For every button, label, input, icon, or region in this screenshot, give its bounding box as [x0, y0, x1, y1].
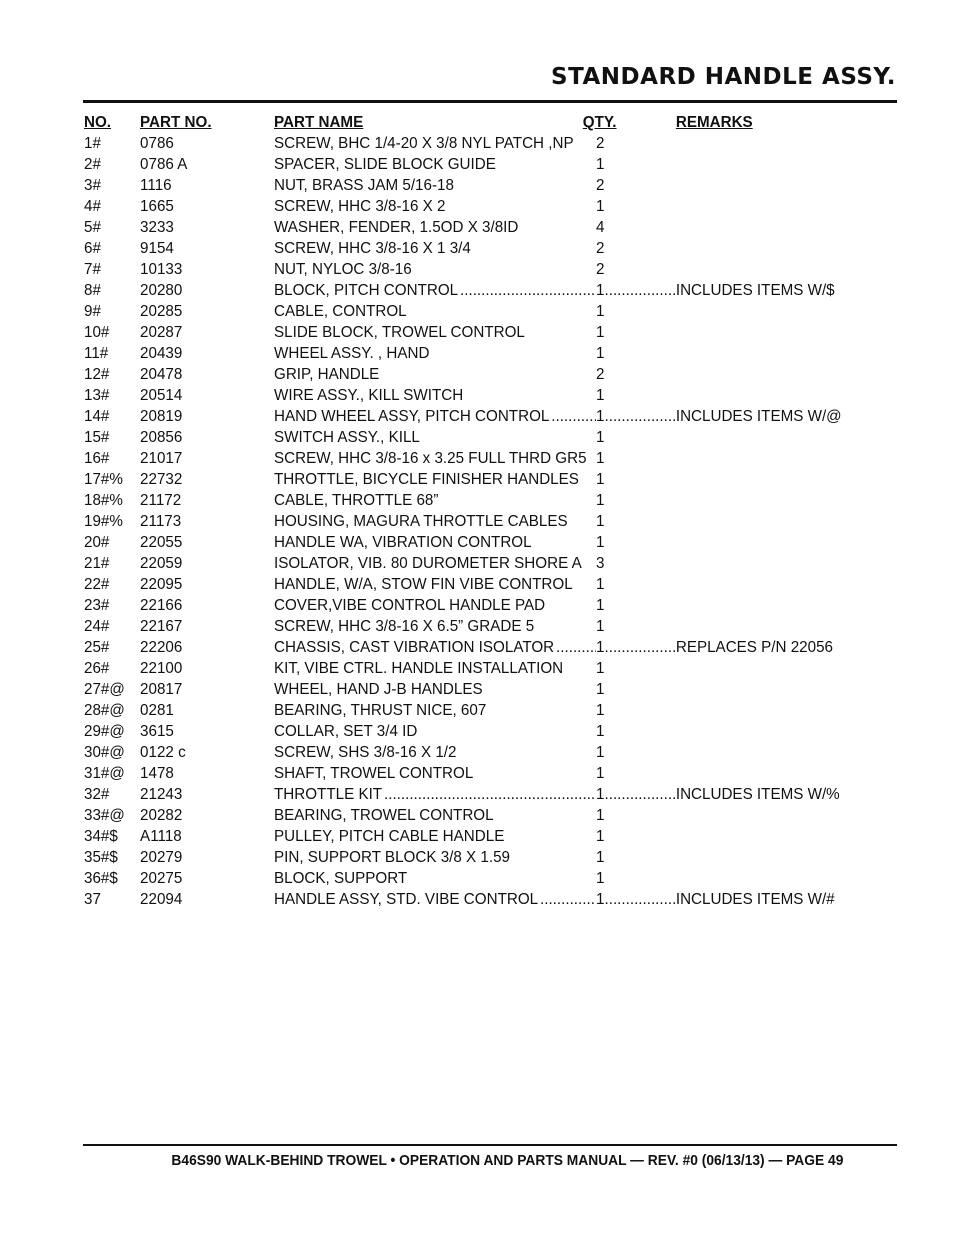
item-no: 36#$ [84, 870, 118, 887]
part-number: 9154 [140, 240, 174, 257]
table-row [84, 217, 844, 238]
part-number: 22206 [140, 639, 183, 656]
part-number: 22094 [140, 891, 183, 908]
part-number: 20514 [140, 387, 183, 404]
quantity: 1 [596, 618, 605, 635]
item-no: 17#% [84, 471, 123, 488]
quantity: 1 [596, 156, 605, 173]
table-row [84, 469, 844, 490]
top-rule [83, 100, 897, 103]
part-name: THROTTLE KIT ..... [274, 784, 596, 805]
part-number: 20280 [140, 282, 183, 299]
part-number: 20275 [140, 870, 183, 887]
part-number: 0122 c [140, 744, 186, 761]
quantity: 1 [596, 849, 605, 866]
part-name: NUT, NYLOC 3/8-16 [274, 261, 412, 278]
part-number: 21173 [140, 513, 182, 530]
header-part-no: PART NO. [140, 114, 212, 131]
part-name: BEARING, THRUST NICE, 607 [274, 702, 487, 719]
part-name: HAND WHEEL ASSY, PITCH CONTROL ..... [274, 406, 596, 427]
part-name: SHAFT, TROWEL CONTROL [274, 765, 474, 782]
part-name: COLLAR, SET 3/4 ID [274, 723, 418, 740]
bottom-rule [83, 1144, 897, 1146]
part-number: 20285 [140, 303, 183, 320]
quantity: 1 ..... [596, 280, 676, 301]
table-row [84, 721, 844, 742]
item-no: 3# [84, 177, 101, 194]
part-name: SCREW, BHC 1/4-20 X 3/8 NYL PATCH ,NP [274, 135, 574, 152]
table-row [84, 154, 844, 175]
part-number: 1665 [140, 198, 174, 215]
part-number: 1116 [140, 177, 172, 194]
table-row [84, 805, 844, 826]
part-number: 21017 [140, 450, 183, 467]
item-no: 27#@ [84, 681, 125, 698]
quantity: 1 ..... [596, 637, 676, 658]
part-number: 20856 [140, 429, 183, 446]
part-name: SCREW, HHC 3/8-16 x 3.25 FULL THRD GR5 [274, 450, 587, 467]
part-number: 22167 [140, 618, 183, 635]
item-no: 4# [84, 198, 101, 215]
part-name: ISOLATOR, VIB. 80 DUROMETER SHORE A [274, 555, 582, 572]
page-title: STANDARD HANDLE ASSY. [551, 64, 896, 90]
item-no: 12# [84, 366, 110, 383]
part-name: SCREW, SHS 3/8-16 X 1/2 [274, 744, 457, 761]
table-header-row [84, 112, 844, 133]
part-name: WHEEL ASSY. , HAND [274, 345, 430, 362]
table-row [84, 616, 844, 637]
remarks: INCLUDES ITEMS W/$ [675, 282, 835, 299]
part-name: WIRE ASSY., KILL SWITCH [274, 387, 464, 404]
item-no: 35#$ [84, 849, 118, 866]
part-name: BLOCK, SUPPORT [274, 870, 408, 887]
table-row [84, 301, 844, 322]
part-number: 22732 [140, 471, 183, 488]
item-no: 30#@ [84, 744, 125, 761]
part-number: 20282 [140, 807, 183, 824]
table-row [84, 280, 844, 301]
remarks: INCLUDES ITEMS W/# [675, 891, 835, 908]
part-number: 10133 [140, 261, 183, 278]
part-name: NUT, BRASS JAM 5/16-18 [274, 177, 454, 194]
part-number: 1478 [140, 765, 174, 782]
quantity: 2 [596, 177, 605, 194]
item-no: 22# [84, 576, 110, 593]
quantity: 1 [596, 660, 605, 677]
item-no: 7# [84, 261, 101, 278]
header-no: NO. [84, 114, 112, 131]
item-no: 24# [84, 618, 110, 635]
part-number: 3233 [140, 219, 174, 236]
part-number: 3615 [140, 723, 174, 740]
table-row [84, 553, 844, 574]
item-no: 11# [84, 345, 109, 362]
quantity: 1 [596, 303, 605, 320]
item-no: 5# [84, 219, 101, 236]
item-no: 2# [84, 156, 101, 173]
item-no: 1# [84, 135, 101, 152]
table-row [84, 868, 844, 889]
table-row [84, 343, 844, 364]
quantity: 1 [596, 723, 605, 740]
part-name: CABLE, CONTROL [274, 303, 407, 320]
quantity: 1 [596, 387, 605, 404]
table-row [84, 511, 844, 532]
quantity: 1 ..... [596, 889, 676, 910]
quantity: 2 [596, 366, 605, 383]
part-name: WHEEL, HAND J-B HANDLES [274, 681, 483, 698]
remarks: INCLUDES ITEMS W/@ [675, 408, 842, 425]
item-no: 29#@ [84, 723, 125, 740]
part-number: 0281 [140, 702, 174, 719]
quantity: 1 [596, 513, 605, 530]
table-row [84, 259, 844, 280]
table-row [84, 175, 844, 196]
part-name: HANDLE WA, VIBRATION CONTROL [274, 534, 532, 551]
part-number: 20287 [140, 324, 183, 341]
remarks: INCLUDES ITEMS W/% [675, 786, 840, 803]
table-row [84, 637, 844, 658]
quantity: 1 [596, 681, 605, 698]
part-number: 22100 [140, 660, 183, 677]
item-no: 37 [84, 891, 101, 908]
part-number: 21243 [140, 786, 183, 803]
part-name: SPACER, SLIDE BLOCK GUIDE [274, 156, 496, 173]
table-row [84, 490, 844, 511]
part-number: 0786 [140, 135, 174, 152]
item-no: 26# [84, 660, 110, 677]
quantity: 1 [596, 492, 605, 509]
part-name: HANDLE ASSY, STD. VIBE CONTROL ..... [274, 889, 596, 910]
quantity: 1 [596, 198, 605, 215]
part-number: 22059 [140, 555, 183, 572]
table-row [84, 133, 844, 154]
table-row [84, 679, 844, 700]
header-part-name: PART NAME [274, 114, 364, 131]
item-no: 13# [84, 387, 110, 404]
quantity: 2 [596, 261, 605, 278]
table-row [84, 238, 844, 259]
quantity: 1 ..... [596, 784, 676, 805]
table-row [84, 658, 844, 679]
item-no: 15# [84, 429, 110, 446]
item-no: 28#@ [84, 702, 125, 719]
table-row [84, 427, 844, 448]
part-name: THROTTLE, BICYCLE FINISHER HANDLES [274, 471, 579, 488]
item-no: 9# [84, 303, 101, 320]
table-row [84, 448, 844, 469]
quantity: 1 [596, 534, 605, 551]
part-name: WASHER, FENDER, 1.5OD X 3/8ID [274, 219, 519, 236]
quantity: 1 [596, 345, 605, 362]
part-name: BLOCK, PITCH CONTROL ..... [274, 280, 596, 301]
item-no: 20# [84, 534, 110, 551]
table-row [84, 196, 844, 217]
quantity: 1 ..... [596, 406, 676, 427]
quantity: 1 [596, 429, 605, 446]
quantity: 1 [596, 870, 605, 887]
table-row [84, 742, 844, 763]
table-row [84, 889, 844, 910]
part-name: HOUSING, MAGURA THROTTLE CABLES [274, 513, 568, 530]
item-no: 6# [84, 240, 101, 257]
quantity: 1 [596, 471, 605, 488]
item-no: 23# [84, 597, 110, 614]
table-row [84, 322, 844, 343]
quantity: 1 [596, 807, 605, 824]
table-row [84, 847, 844, 868]
parts-table [84, 112, 844, 910]
part-name: HANDLE, W/A, STOW FIN VIBE CONTROL [274, 576, 573, 593]
item-no: 16# [84, 450, 110, 467]
remarks: REPLACES P/N 22056 [675, 639, 834, 656]
part-number: 20817 [140, 681, 183, 698]
item-no: 8# [84, 282, 101, 299]
part-name: PULLEY, PITCH CABLE HANDLE [274, 828, 505, 845]
item-no: 33#@ [84, 807, 125, 824]
quantity: 1 [596, 765, 605, 782]
part-number: 22095 [140, 576, 183, 593]
quantity: 3 [596, 555, 605, 572]
part-name: SCREW, HHC 3/8-16 X 6.5” GRADE 5 [274, 618, 535, 635]
header-remarks: REMARKS [675, 114, 753, 131]
part-number: 22055 [140, 534, 183, 551]
table-row [84, 532, 844, 553]
quantity: 1 [596, 450, 605, 467]
item-no: 18#% [84, 492, 123, 509]
quantity: 2 [596, 135, 605, 152]
item-no: 10# [84, 324, 110, 341]
part-name: SWITCH ASSY., KILL [274, 429, 420, 446]
part-number: 22166 [140, 597, 183, 614]
table-row [84, 826, 844, 847]
table-row [84, 700, 844, 721]
quantity: 1 [596, 324, 605, 341]
quantity: 1 [596, 828, 605, 845]
quantity: 1 [596, 576, 605, 593]
part-name: CABLE, THROTTLE 68” [274, 492, 439, 509]
part-name: SCREW, HHC 3/8-16 X 2 [274, 198, 446, 215]
table-row [84, 595, 844, 616]
table-row [84, 385, 844, 406]
part-name: GRIP, HANDLE [274, 366, 380, 383]
table-row [84, 574, 844, 595]
part-number: 21172 [140, 492, 182, 509]
item-no: 19#% [84, 513, 123, 530]
part-name: SLIDE BLOCK, TROWEL CONTROL [274, 324, 525, 341]
item-no: 31#@ [84, 765, 125, 782]
part-name: CHASSIS, CAST VIBRATION ISOLATOR ..... [274, 637, 596, 658]
header-qty: QTY. [582, 114, 617, 131]
part-number: 0786 A [140, 156, 188, 173]
part-name: PIN, SUPPORT BLOCK 3/8 X 1.59 [274, 849, 510, 866]
part-number: 20439 [140, 345, 183, 362]
part-name: COVER,VIBE CONTROL HANDLE PAD [274, 597, 546, 614]
table-row [84, 406, 844, 427]
part-name: SCREW, HHC 3/8-16 X 1 3/4 [274, 240, 471, 257]
item-no: 14# [84, 408, 110, 425]
item-no: 25# [84, 639, 110, 656]
quantity: 2 [596, 240, 605, 257]
part-number: A1118 [140, 828, 182, 845]
item-no: 34#$ [84, 828, 118, 845]
part-number: 20279 [140, 849, 183, 866]
part-name: BEARING, TROWEL CONTROL [274, 807, 494, 824]
item-no: 21# [84, 555, 110, 572]
table-row [84, 784, 844, 805]
part-number: 20819 [140, 408, 183, 425]
table-row [84, 763, 844, 784]
quantity: 1 [596, 702, 605, 719]
part-number: 20478 [140, 366, 183, 383]
quantity: 4 [596, 219, 605, 236]
quantity: 1 [596, 597, 605, 614]
quantity: 1 [596, 744, 605, 761]
table-row [84, 364, 844, 385]
footer-text: B46S90 WALK-BEHIND TROWEL • OPERATION AND PARTS MANUAL — REV. #0 (06/13/13) — PAGE 49 [171, 1152, 843, 1169]
item-no: 32# [84, 786, 110, 803]
part-name: KIT, VIBE CTRL. HANDLE INSTALLATION [274, 660, 564, 677]
